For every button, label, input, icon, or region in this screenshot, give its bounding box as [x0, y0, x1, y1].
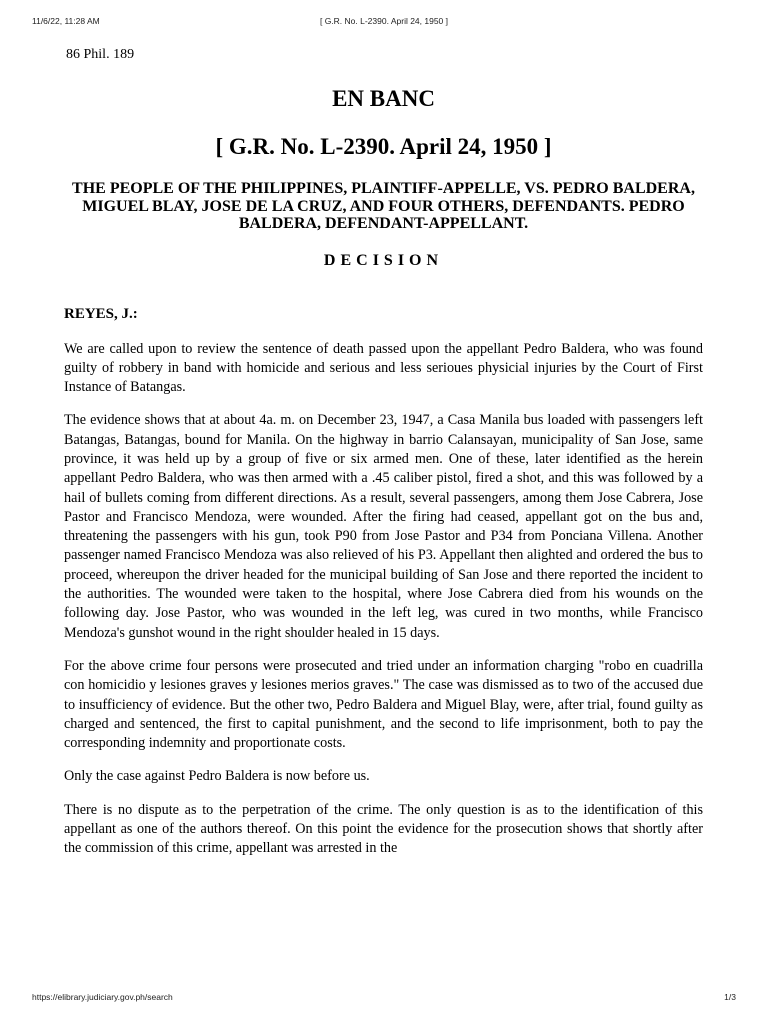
decision-heading: DECISION [323, 251, 444, 269]
page-number: 1/3 [724, 992, 736, 1002]
body-paragraph: There is no dispute as to the perpetration of the crime. The only question is as to the identification of this appellant as one of the authors thereof. On this point the evidence for the prosecution shows that shortly after the commission of this crime, appellant was arrested in the [64, 801, 703, 857]
source-url[interactable]: https://elibrary.judiciary.gov.ph/search [32, 992, 173, 1002]
print-footer [32, 991, 736, 1003]
case-citation: 86 Phil. 189 [66, 47, 135, 62]
case-number-heading: [ G.R. No. L-2390. April 24, 1950 ] [215, 134, 552, 159]
decision-document [64, 45, 703, 859]
print-datetime: 11/6/22, 11:28 AM [32, 16, 100, 26]
case-title: THE PEOPLE OF THE PHILIPPINES, PLAINTIFF-APPELLE, VS. PEDRO BALDERA, MIGUEL BLAY, JOSE DE LA CRUZ, AND FOUR OTHERS, DEFENDANTS. PEDRO BALDERA, DEFENDANT-APPELLANT. [72, 180, 695, 232]
body-paragraph: We are called upon to review the sentence of death passed upon the appellant Pedro Baldera, who was found guilty of robbery in band with homicide and serious and less serioues physicial injuries by the Court of First Instance of Batangas. [64, 340, 703, 396]
ponente: REYES, J.: [64, 305, 138, 322]
body-paragraph: The evidence shows that at about 4a. m. on December 23, 1947, a Casa Manila bus loaded with passengers left Batangas, Batangas, bound for Manila. On the highway in barrio Calansayan, municipality of San Jose, same province, it was held up by a group of five or six armed men. One of these, later identified as the herein appellant Pedro Baldera, who was then armed with a .45 caliber pistol, fired a shot, and this was followed by a hail of bullets coming from different directions. As a result, several passengers, among them Jose Cabrera, Jose Pastor and Francisco Mendoza, were wounded. After the firing had ceased, appellant got on the bus and, threatening the passengers with his gun, took P90 from Jose Pastor and P34 from Ponciana Villena. Another passenger named Francisco Mendoza was also relieved of his P3. Appellant then alighted and ordered the bus to proceed, whereupon the driver headed for the municipal building of San Jose and there reported the incident to the authorities. The wounded were taken to the hospital, where Jose Cabrera died from his wounds on the following day. Jose Pastor, who was wounded in the left leg, was cured in two months, while Francisco Mendoza's gunshot wound in the right shoulder healed in 15 days. [64, 412, 703, 641]
print-page-title: [ G.R. No. L-2390. April 24, 1950 ] [319, 16, 449, 26]
print-header [32, 15, 736, 27]
body-paragraph: Only the case against Pedro Baldera is now before us. [64, 768, 370, 785]
body-paragraph: For the above crime four persons were prosecuted and tried under an information charging "robo en cuadrilla con homicidio y lesiones graves y lesiones merios graves." The case was dismissed as to two of the accused due to insufficiency of evidence. But the other two, Pedro Baldera and Miguel Blay, were, after trial, found guilty as charged and sentenced, the first to capital punishment, and the second to life imprisonment, both to pay the corresponding indemnity and proportionate costs. [64, 657, 703, 752]
division-heading: EN BANC [332, 86, 435, 111]
